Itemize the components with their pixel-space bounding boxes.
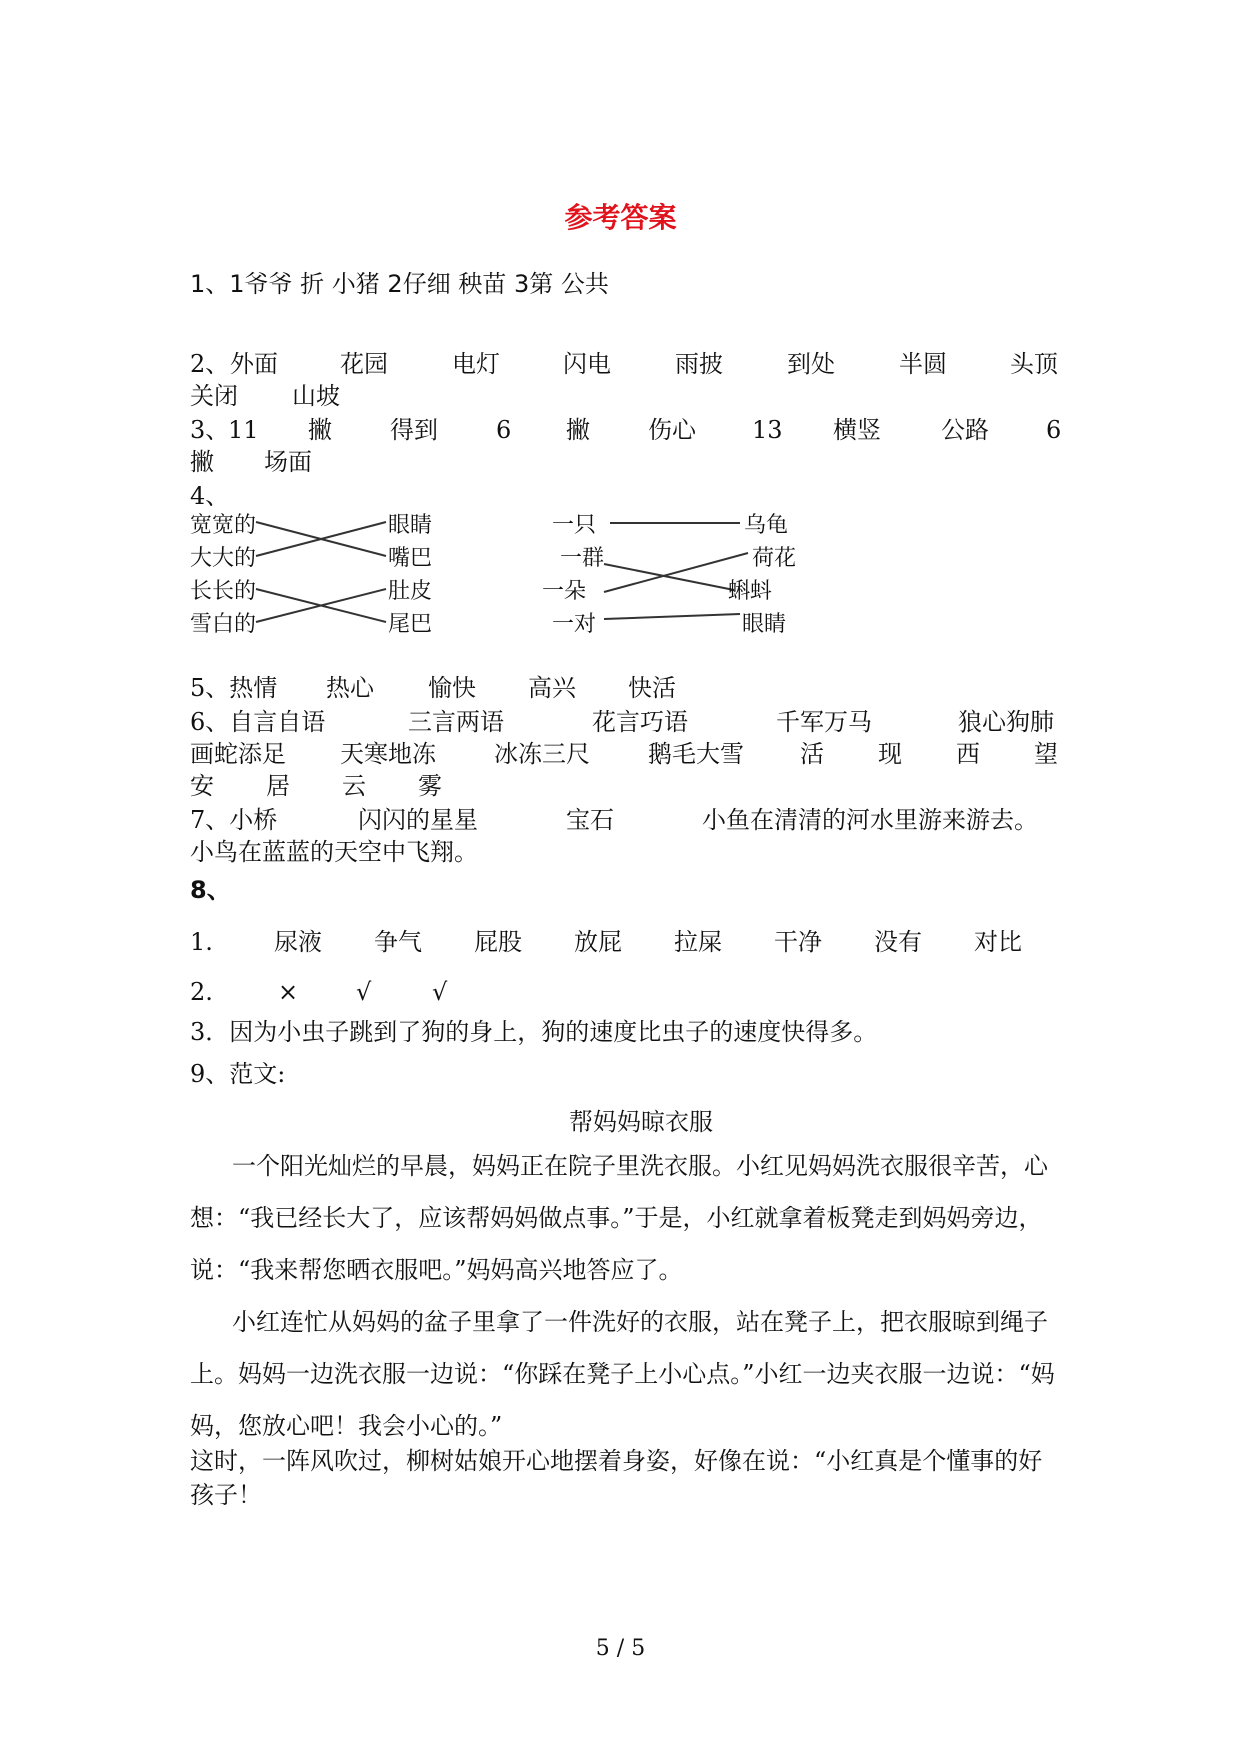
q3-word: 撇 bbox=[566, 416, 590, 444]
matching-lines bbox=[0, 0, 1241, 700]
q8-label: 8、 bbox=[190, 876, 231, 904]
match-right-word: 一朵 bbox=[542, 579, 587, 604]
q3-word: 得到 bbox=[390, 416, 438, 444]
match-left-target: 肚皮 bbox=[388, 579, 433, 604]
q7-answer: 宝石 bbox=[566, 806, 614, 834]
q6-idiom: 千军万马 bbox=[776, 708, 872, 736]
q6-char: 云 bbox=[342, 772, 366, 800]
q2-word: 山坡 bbox=[292, 382, 340, 410]
q8-word: 没有 bbox=[874, 928, 922, 956]
q6-idiom: 三言两语 bbox=[408, 708, 504, 736]
q6-idiom: 花言巧语 bbox=[592, 708, 688, 736]
q8-word: 放屁 bbox=[574, 928, 622, 956]
q5-word: 快活 bbox=[628, 674, 676, 702]
q6-idiom: 6、自言自语 bbox=[190, 708, 326, 736]
q3-word: 11 bbox=[228, 416, 259, 444]
match-right-word: 一只 bbox=[552, 513, 597, 538]
q7-answer: 小鱼在清清的河水里游来游去。 bbox=[702, 806, 1038, 834]
essay-paragraph: 小红连忙从妈妈的盆子里拿了一件洗好的衣服，站在凳子上，把衣服晾到绳子上。妈妈一边洗衣服一边说：“你踩在凳子上小心点。”小红一边夹衣服一边说：“妈妈，您放心吧！我会小心的。” bbox=[190, 1308, 1055, 1440]
q3-word: 伤心 bbox=[648, 416, 696, 444]
match-right-target: 荷花 bbox=[752, 546, 797, 571]
q2-word: 闪电 bbox=[563, 350, 611, 378]
q6-char: 居 bbox=[266, 772, 290, 800]
q6-idiom: 狼心狗肺 bbox=[958, 708, 1054, 736]
q6-char: 活 bbox=[800, 740, 824, 768]
q6-char: 西 bbox=[956, 740, 980, 768]
q3-prefix: 3、 bbox=[190, 416, 230, 444]
q8-word: 干净 bbox=[774, 928, 822, 956]
q7-answer: 7、小桥 bbox=[190, 806, 278, 834]
q2-word: 到处 bbox=[787, 350, 835, 378]
q6-char: 雾 bbox=[418, 772, 442, 800]
q6-idiom: 冰冻三尺 bbox=[494, 740, 590, 768]
q8-sentence: 3．因为小虫子跳到了狗的身上，狗的速度比虫子的速度快得多。 bbox=[190, 1018, 878, 1046]
q8-sub-number: 2. bbox=[190, 978, 213, 1006]
q2-word: 电灯 bbox=[452, 350, 500, 378]
q1-answer: 1、1爷爷 折 小猪 2仔细 秧苗 3第 公共 bbox=[190, 270, 609, 298]
check-mark: √ bbox=[356, 978, 372, 1006]
match-left-target: 尾巴 bbox=[388, 612, 433, 637]
q3-word: 6 bbox=[1046, 416, 1062, 444]
q5-word: 热心 bbox=[326, 674, 374, 702]
q2-word: 关闭 bbox=[190, 382, 238, 410]
q2-word: 花园 bbox=[340, 350, 388, 378]
essay-paragraph: 这时，一阵风吹过，柳树姑娘开心地摆着身姿，好像在说：“小红真是个懂事的好孩子！ bbox=[190, 1447, 1043, 1509]
q6-idiom: 天寒地冻 bbox=[340, 740, 436, 768]
q3-word: 公路 bbox=[941, 416, 989, 444]
essay-paragraph: 一个阳光灿烂的早晨，妈妈正在院子里洗衣服。小红见妈妈洗衣服很辛苦，心想：“我已经长大了，应该帮妈妈做点事。”于是，小红就拿着板凳走到妈妈旁边，说：“我来帮您晒衣服吧。”妈妈高兴地答应了。 bbox=[190, 1152, 1048, 1284]
q2-prefix: 2、 bbox=[190, 350, 230, 378]
q2-word: 外面 bbox=[230, 350, 278, 378]
q5-word: 高兴 bbox=[528, 674, 576, 702]
q8-word: 争气 bbox=[374, 928, 422, 956]
page-number: 5 / 5 bbox=[595, 1636, 646, 1661]
q6-idiom: 鹅毛大雪 bbox=[648, 740, 744, 768]
q6-idiom: 画蛇添足 bbox=[190, 740, 286, 768]
q8-sub-number: 1. bbox=[190, 928, 213, 956]
q8-word: 拉屎 bbox=[674, 928, 722, 956]
q3-word: 撇 bbox=[190, 448, 214, 476]
q3-word: 13 bbox=[752, 416, 783, 444]
q3-word: 横竖 bbox=[833, 416, 881, 444]
match-left-word: 长长的 bbox=[190, 579, 257, 604]
q8-word: 尿液 bbox=[274, 928, 322, 956]
q5-word: 愉快 bbox=[428, 674, 476, 702]
match-right-target: 眼睛 bbox=[742, 612, 787, 637]
q8-word: 屁股 bbox=[474, 928, 522, 956]
match-right-word: 一对 bbox=[552, 612, 597, 637]
q3-word: 撇 bbox=[308, 416, 332, 444]
match-left-word: 宽宽的 bbox=[190, 513, 257, 538]
match-left-target: 嘴巴 bbox=[388, 546, 433, 571]
page-title: 参考答案 bbox=[564, 201, 677, 234]
essay-title: 帮妈妈晾衣服 bbox=[569, 1108, 713, 1136]
q8-word: 对比 bbox=[974, 928, 1022, 956]
check-mark: √ bbox=[432, 978, 448, 1006]
q5-word: 5、热情 bbox=[190, 674, 278, 702]
q3-word: 场面 bbox=[264, 448, 312, 476]
q6-char: 现 bbox=[878, 740, 902, 768]
q3-word: 6 bbox=[496, 416, 512, 444]
q4-label: 4、 bbox=[190, 482, 230, 510]
q9-label: 9、范文: bbox=[190, 1060, 286, 1088]
q6-char: 安 bbox=[190, 772, 214, 800]
q2-word: 雨披 bbox=[675, 350, 723, 378]
match-left-word: 大大的 bbox=[190, 546, 257, 571]
q6-char: 望 bbox=[1034, 740, 1058, 768]
q7-answer: 闪闪的星星 bbox=[358, 806, 478, 834]
q7-answer: 小鸟在蓝蓝的天空中飞翔。 bbox=[190, 838, 478, 866]
match-right-target: 蝌蚪 bbox=[728, 579, 773, 604]
match-right-target: 乌龟 bbox=[744, 513, 789, 538]
cross-mark: × bbox=[278, 978, 299, 1006]
q2-word: 头顶 bbox=[1010, 350, 1058, 378]
q2-word: 半圆 bbox=[899, 350, 947, 378]
match-right-word: 一群 bbox=[560, 546, 605, 571]
match-left-target: 眼睛 bbox=[388, 513, 433, 538]
match-left-word: 雪白的 bbox=[190, 612, 257, 637]
